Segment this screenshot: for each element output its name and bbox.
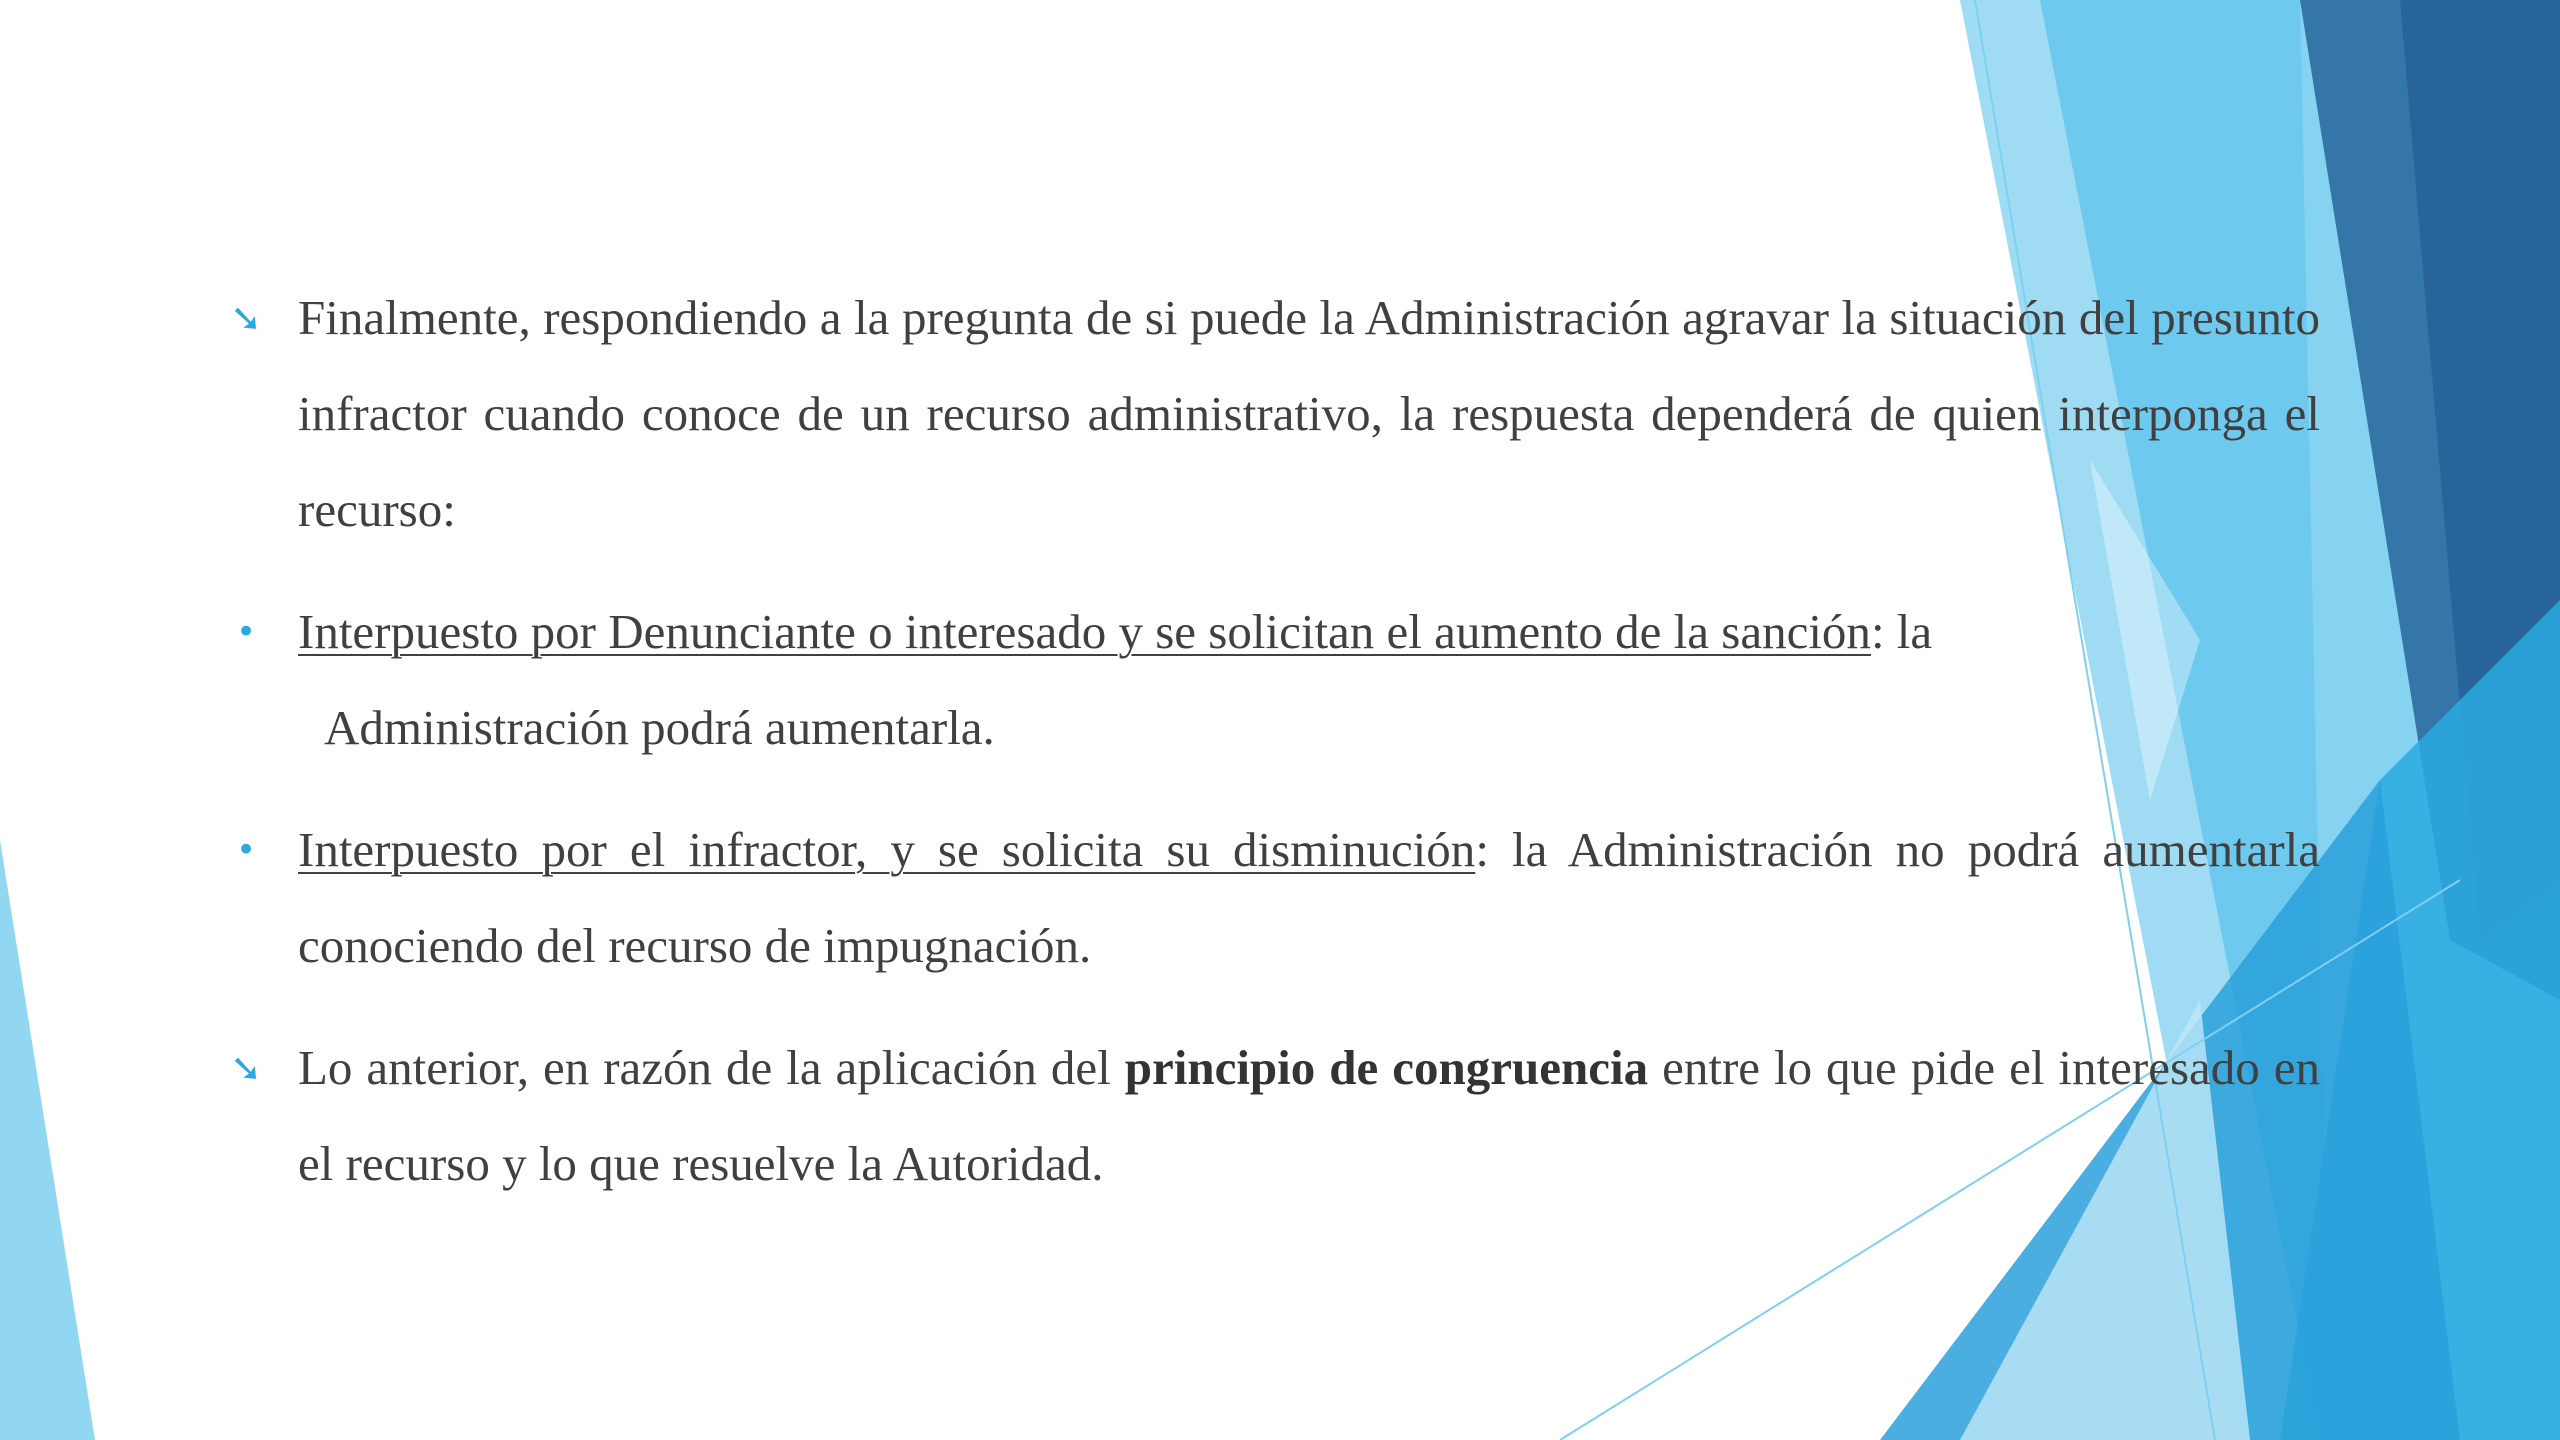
item-text: : la Administración no podrá aumentarla conociendo del recurso de impugnación. — [298, 822, 2320, 973]
left-accent-shape — [0, 840, 95, 1440]
underlined-heading: Interpuesto por Denunciante o interesado y se solicitan el aumento de la sanción — [298, 604, 1871, 659]
list-item — [218, 802, 2320, 994]
dot-bullet-icon: • — [235, 830, 257, 870]
item-separator: : la — [1870, 604, 1933, 659]
underlined-heading: Interpuesto por el infractor, y se solicita su disminución — [298, 822, 1476, 877]
bold-term: principio de congruencia — [1124, 1040, 1649, 1095]
list-item — [218, 1020, 2320, 1212]
list-item — [218, 270, 2320, 558]
arrow-bullet-icon: ➘ — [230, 1046, 262, 1090]
dot-bullet-icon: • — [235, 612, 257, 652]
item-text-before: Lo anterior, en razón de la aplicación del — [298, 1040, 1125, 1095]
item-continuation: Administración podrá aumentarla. — [324, 700, 995, 755]
item-text: Finalmente, respondiendo a la pregunta de si puede la Administración agravar la situación del presunto infractor cuando conoce de un recurso administrativo, la respuesta dependerá de quien interponga el recurso: — [298, 290, 2320, 537]
item-text-after: entre lo que pide el interesado en el recurso y lo que resuelve la Autoridad. — [298, 1040, 2321, 1191]
slide-body — [218, 270, 2320, 1238]
list-item — [218, 584, 2320, 776]
arrow-bullet-icon: ➘ — [230, 296, 262, 340]
